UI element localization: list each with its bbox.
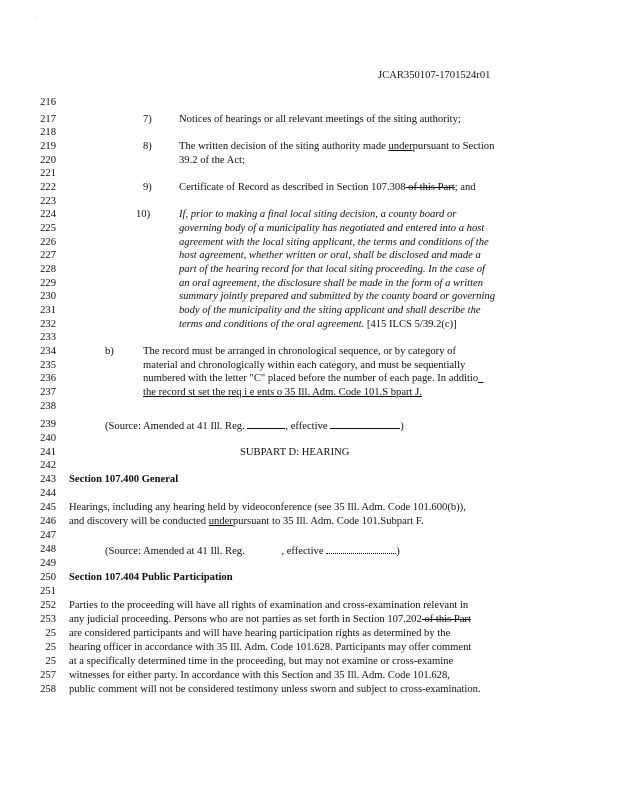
- item-10-last-italic: terms and conditions of the oral agreement.: [179, 319, 365, 330]
- line-number: 258: [40, 684, 56, 695]
- reg-blank: [247, 419, 285, 429]
- para-b-line-3-text: numbered with the letter "C" placed before the number of each page. In additio: [143, 373, 479, 384]
- line-number: 218: [40, 127, 56, 138]
- line-number: 245: [40, 502, 56, 513]
- line-number: 248: [40, 544, 56, 555]
- item-10-line: If, prior to making a final local siting decision, a county board or: [179, 209, 457, 220]
- section-400-line-1: Hearings, including any hearing held by videoconference (see 35 Ill. Adm. Code 101.600(b)),: [69, 502, 466, 513]
- section-404-text-a: any judicial proceeding. Persons who are not parties as set forth in Section 107.202: [69, 614, 422, 625]
- source-note-2: [105, 544, 400, 558]
- line-number: 234: [40, 346, 56, 357]
- line-number: 227: [40, 250, 56, 261]
- item-9-text-a: Certificate of Record as described in Section 107.308: [179, 182, 406, 193]
- item-8-text-a: The written decision of the siting authority made: [179, 141, 389, 152]
- item-9-text-b: ; and: [454, 182, 476, 193]
- line-number: 223: [40, 196, 56, 207]
- line-number: 221: [40, 168, 56, 179]
- line-number: 247: [40, 530, 56, 541]
- source-1-prefix: (Source: Amended at 41 Ill. Reg.: [105, 421, 248, 432]
- section-404-deleted-text: of this Part: [421, 614, 471, 625]
- section-400-line-2: [69, 516, 424, 528]
- item-8-line-1: [179, 141, 494, 153]
- section-404-line: are considered participants and will have hearing participation rights as determined by the: [69, 628, 451, 639]
- section-heading: Section 107.400 General: [69, 474, 179, 485]
- item-10-line: part of the hearing record for that local siting proceeding. In the case of: [179, 264, 485, 275]
- line-number: 246: [40, 516, 56, 527]
- source-2-middle: , effective: [281, 546, 327, 557]
- item-10-number: 10): [136, 209, 151, 220]
- item-10-line: host agreement, whether written or oral, shall be disclosed and made a: [179, 250, 481, 261]
- line-number: 239: [40, 419, 56, 430]
- line-number: 250: [40, 572, 56, 583]
- line-number: 241: [40, 447, 56, 458]
- line-number: 232: [40, 319, 56, 330]
- item-10-line: body of the municipality and the siting applicant and shall describe the: [179, 305, 481, 316]
- line-number: 235: [40, 360, 56, 371]
- line-number: 257: [40, 670, 56, 681]
- item-9-number: 9): [143, 182, 152, 193]
- section-heading: Section 107.404 Public Participation: [69, 572, 233, 583]
- line-number: 242: [40, 460, 56, 471]
- line-number: 236: [40, 373, 56, 384]
- item-9-deleted-text: of this Part: [405, 182, 455, 193]
- para-b-inserted-line: the record st set the req i e ents o 35 Ill. Adm. Code 101.S bpart J.: [143, 387, 422, 398]
- source-1-middle: , effective: [285, 421, 331, 432]
- line-number: 240: [40, 433, 56, 444]
- line-number: 243: [40, 474, 56, 485]
- para-b-line: The record must be arranged in chronological sequence, or by category of: [143, 346, 456, 357]
- section-404-line: witnesses for either party. In accordance with this Section and 35 Ill. Adm. Code 101.628,: [69, 670, 450, 681]
- line-number: 229: [40, 278, 56, 289]
- line-number: 251: [40, 586, 56, 597]
- line-number: 252: [40, 600, 56, 611]
- item-10-last-line: [179, 319, 457, 331]
- date-blank: [330, 419, 400, 429]
- statute-citation: [415 ILCS 5/39.2(c)]: [364, 319, 457, 330]
- line-number: 226: [40, 237, 56, 248]
- line-number: 25: [45, 642, 56, 653]
- line-number: 231: [40, 305, 56, 316]
- line-number: 224: [40, 209, 56, 220]
- line-number: 220: [40, 155, 56, 166]
- item-9-text: [179, 182, 476, 194]
- line-number: 249: [40, 558, 56, 569]
- source-note-1: [105, 419, 404, 433]
- source-1-suffix: ): [400, 421, 404, 432]
- item-10-line: an oral agreement, the disclosure shall be made in the form of a written: [179, 278, 484, 289]
- section-404-line: Parties to the proceeding will have all rights of examination and cross-examination relevant in: [69, 600, 469, 611]
- item-8-inserted-text: under: [388, 141, 413, 152]
- line-number: 253: [40, 614, 56, 625]
- corner-mark: ·: [36, 15, 38, 21]
- para-b-line: [143, 373, 483, 385]
- item-8-number: 8): [143, 141, 152, 152]
- item-10-line: summary jointly prepared and submitted by the county board or governing: [179, 291, 496, 302]
- item-7-text: Notices of hearings or all relevant meetings of the siting authority;: [179, 114, 461, 125]
- line-number: 217: [40, 114, 56, 125]
- line-number: 233: [40, 332, 56, 343]
- line-number: 237: [40, 387, 56, 398]
- line-number: 228: [40, 264, 56, 275]
- item-8-text-b: pursuant to Section: [412, 141, 495, 152]
- section-400-text-a: and discovery will be conducted: [69, 516, 209, 527]
- line-number: 238: [40, 401, 56, 412]
- section-400-inserted-text: under: [208, 516, 233, 527]
- item-10-line: agreement with the local siting applicant, the terms and conditions of the: [179, 237, 489, 248]
- section-404-line: hearing officer in accordance with 35 Ill. Adm. Code 101.628. Participants may offer comment: [69, 642, 472, 653]
- section-404-line: [69, 614, 471, 626]
- line-number: 244: [40, 488, 56, 499]
- source-2-prefix: (Source: Amended at 41 Ill. Reg.: [105, 546, 248, 557]
- document-id: JCAR350107-1701524r01: [378, 70, 491, 81]
- item-8-line-2: 39.2 of the Act;: [179, 155, 245, 166]
- section-404-line: at a specifically determined time in the proceeding, but may not examine or cross-examine: [69, 656, 454, 667]
- line-number: 216: [40, 97, 56, 108]
- section-400-text-b: pursuant to 35 Ill. Adm. Code 101.Subpart F.: [232, 516, 424, 527]
- line-number: 230: [40, 291, 56, 302]
- item-10-line: governing body of a municipality has negotiated and entered into a host: [179, 223, 485, 234]
- source-2-suffix: ): [396, 546, 400, 557]
- item-7-number: 7): [143, 114, 152, 125]
- subpart-title: SUBPART D: HEARING: [240, 447, 350, 458]
- line-number: 222: [40, 182, 56, 193]
- line-number: 219: [40, 141, 56, 152]
- date-blank: [326, 544, 396, 554]
- para-b-label: b): [105, 346, 114, 357]
- line-number: 25: [45, 656, 56, 667]
- line-number: 25: [45, 628, 56, 639]
- para-b-insert-mark: [478, 373, 483, 384]
- para-b-line: material and chronologically within each category, and must be sequentially: [143, 360, 466, 371]
- section-404-line: public comment will not be considered testimony unless sworn and subject to cross-examination.: [69, 684, 481, 695]
- line-number: 225: [40, 223, 56, 234]
